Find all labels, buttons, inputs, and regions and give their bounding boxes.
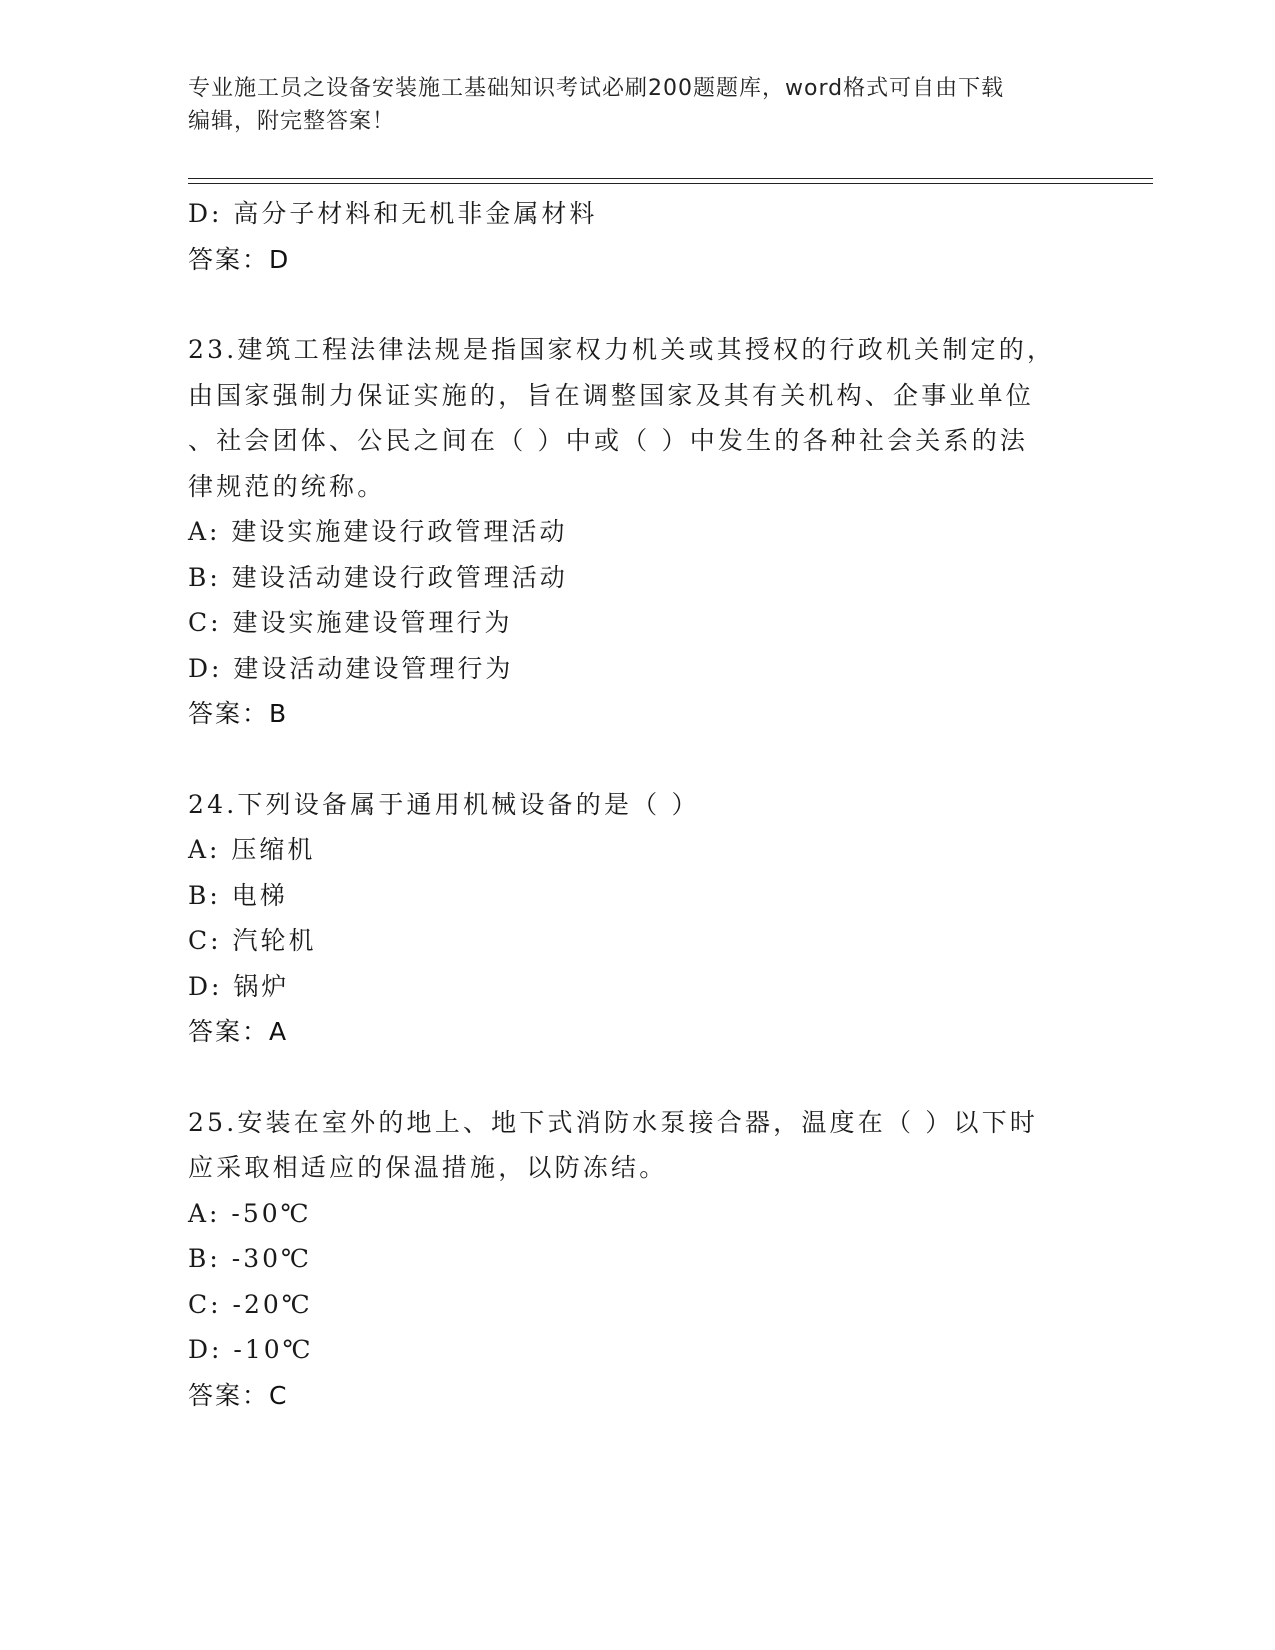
question-stem bbox=[188, 327, 1088, 509]
previous-question-tail bbox=[188, 191, 1088, 282]
stem-line: 、社会团体、公民之间在（ ）中或（ ）中发生的各种社会关系的法 bbox=[188, 426, 1029, 455]
document-header bbox=[188, 72, 1088, 138]
option-d: D: -10℃ bbox=[188, 1335, 314, 1364]
option-b: B: -30℃ bbox=[188, 1244, 312, 1273]
spacer bbox=[188, 737, 1088, 782]
stem-line: 23.建筑工程法律法规是指国家权力机关或其授权的行政机关制定的， bbox=[188, 335, 1056, 364]
stem-line: 律规范的统称。 bbox=[188, 471, 386, 501]
header-divider-bottom bbox=[188, 183, 1153, 184]
option-a: A: -50℃ bbox=[188, 1198, 312, 1228]
question-25 bbox=[188, 1100, 1088, 1419]
header-line-1: 专业施工员之设备安装施工基础知识考试必刷200题题库，word格式可自由下载 bbox=[188, 76, 1005, 101]
option-d: D: 高分子材料和无机非金属材料 bbox=[188, 199, 598, 228]
option-c: C: -20℃ bbox=[188, 1289, 313, 1319]
option-d: D: 建设活动建设管理行为 bbox=[188, 653, 514, 683]
stem-line: 25.安装在室外的地上、地下式消防水泵接合器，温度在（ ）以下时 bbox=[188, 1107, 1039, 1137]
header-line-2: 编辑，附完整答案！ bbox=[188, 109, 396, 134]
option-c: C: 汽轮机 bbox=[188, 926, 317, 955]
option-b: B: 建设活动建设行政管理活动 bbox=[188, 562, 568, 592]
option-a: A: 压缩机 bbox=[188, 835, 316, 864]
question-stem bbox=[188, 782, 1088, 828]
answer-line: 答案：A bbox=[188, 1017, 289, 1046]
option-a: A: 建设实施建设行政管理活动 bbox=[188, 517, 568, 546]
answer-line: 答案：D bbox=[188, 244, 291, 274]
question-23 bbox=[188, 327, 1088, 737]
header-divider-top bbox=[188, 178, 1153, 179]
stem-line: 由国家强制力保证实施的，旨在调整国家及其有关机构、企事业单位 bbox=[188, 380, 1035, 410]
stem-line: 应采取相适应的保温措施，以防冻结。 bbox=[188, 1153, 668, 1182]
spacer bbox=[188, 1055, 1088, 1100]
option-b: B: 电梯 bbox=[188, 880, 288, 910]
question-stem bbox=[188, 1100, 1088, 1191]
option-d: D: 锅炉 bbox=[188, 971, 290, 1001]
stem-line: 24.下列设备属于通用机械设备的是（ ） bbox=[188, 789, 700, 819]
answer-line: 答案：C bbox=[188, 1380, 289, 1410]
question-24 bbox=[188, 782, 1088, 1055]
spacer bbox=[188, 282, 1088, 327]
document-body bbox=[188, 191, 1088, 1418]
answer-line: 答案：B bbox=[188, 699, 289, 728]
option-c: C: 建设实施建设管理行为 bbox=[188, 608, 513, 637]
